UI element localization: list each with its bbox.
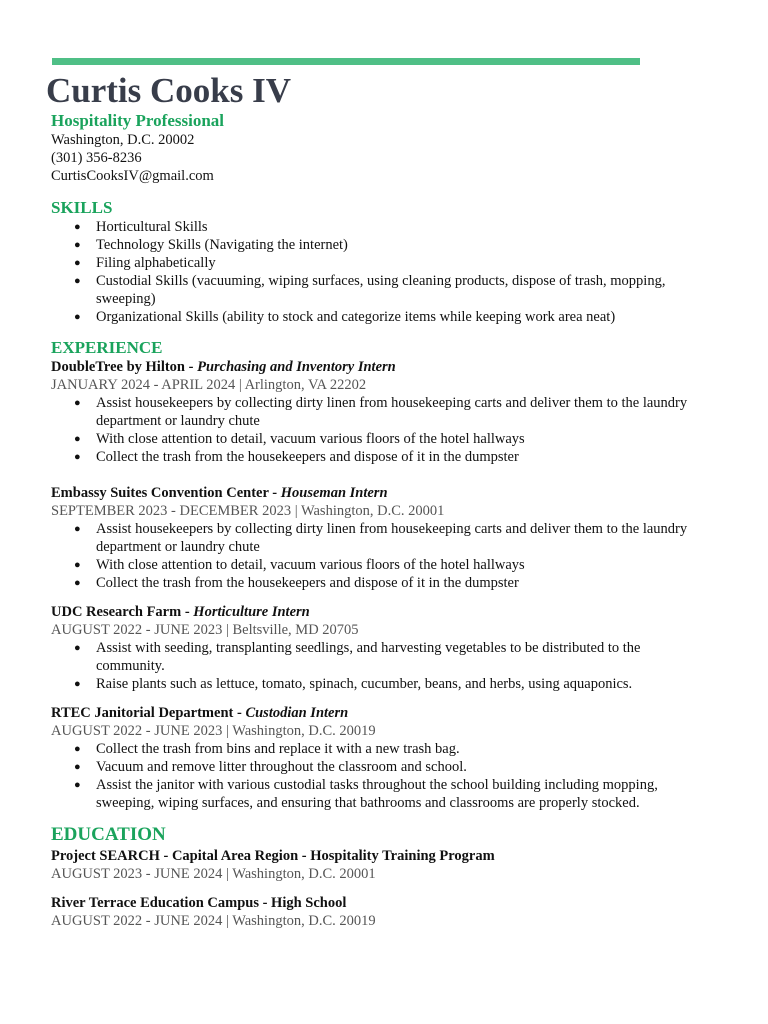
skills-heading: SKILLS [51, 198, 113, 217]
email-address: CurtisCooksIV@gmail.com [51, 168, 214, 184]
duty-item: ● Vacuum and remove litter throughout the classroom and school. [74, 759, 467, 775]
bullet-icon: ● [74, 523, 81, 535]
bullet-icon: ● [74, 779, 81, 791]
education-dates-location: AUGUST 2022 - JUNE 2024 | Washington, D.C. 20019 [51, 913, 376, 929]
bullet-icon: ● [74, 239, 81, 251]
bullet-icon: ● [74, 275, 81, 287]
job-dates-location: AUGUST 2022 - JUNE 2023 | Beltsville, MD 20705 [51, 622, 359, 638]
skills-list [51, 218, 691, 326]
job-entry-doubletree [51, 358, 691, 466]
education-heading: EDUCATION [51, 824, 166, 845]
bullet-icon: ● [74, 577, 81, 589]
bullet-icon: ● [74, 451, 81, 463]
education-title: Project SEARCH - Capital Area Region - Hospitality Training Program [51, 848, 495, 864]
bullet-icon: ● [74, 678, 81, 690]
bullet-icon: ● [74, 311, 81, 323]
education-title: River Terrace Education Campus - High School [51, 895, 347, 911]
bullet-icon: ● [74, 433, 81, 445]
job-title: DoubleTree by Hilton - Purchasing and Inventory Intern [51, 359, 396, 375]
bullet-icon: ● [74, 761, 81, 773]
duty-item: ● With close attention to detail, vacuum various floors of the hotel hallways [74, 431, 525, 447]
phone-number: (301) 356-8236 [51, 150, 142, 166]
job-duties [51, 520, 691, 592]
job-title: RTEC Janitorial Department - Custodian Intern [51, 705, 349, 721]
skill-item: ● Technology Skills (Navigating the internet) [74, 237, 348, 253]
job-entry-embassy-suites [51, 484, 691, 592]
job-dates-location: AUGUST 2022 - JUNE 2023 | Washington, D.C. 20019 [51, 723, 376, 739]
professional-title: Hospitality Professional [51, 111, 224, 130]
duty-item: ● Collect the trash from bins and replace it with a new trash bag. [74, 741, 460, 757]
resume-content [51, 111, 691, 930]
bullet-icon: ● [74, 397, 81, 409]
job-dates-location: JANUARY 2024 - APRIL 2024 | Arlington, VA 22202 [51, 377, 367, 393]
job-entry-rtec-janitorial [51, 704, 691, 812]
experience-heading: EXPERIENCE [51, 338, 163, 357]
job-title: Embassy Suites Convention Center - Houseman Intern [51, 485, 388, 501]
bullet-icon: ● [74, 221, 81, 233]
education-entry-project-search [51, 847, 691, 883]
duty-item: ● Assist housekeepers by collecting dirty linen from housekeeping carts and deliver them to the laundry department or laundry chute [74, 395, 688, 429]
duty-item: ● Assist with seeding, transplanting seedlings, and harvesting vegetables to be distributed to the community. [74, 640, 641, 674]
skill-item: ● Filing alphabetically [74, 255, 216, 271]
duty-item: ● Collect the trash from the housekeepers and dispose of it in the dumpster [74, 449, 519, 465]
duty-item: ● Assist the janitor with various custodial tasks throughout the school building including mopping, sweeping, wiping surfaces, and ensuring that bathrooms and classrooms are properly stocked. [74, 777, 658, 811]
job-duties [51, 394, 691, 466]
duty-item: ● Assist housekeepers by collecting dirty linen from housekeeping carts and deliver them to the laundry department or laundry chute [74, 521, 688, 555]
bullet-icon: ● [74, 559, 81, 571]
education-entry-river-terrace [51, 894, 691, 930]
job-dates-location: SEPTEMBER 2023 - DECEMBER 2023 | Washington, D.C. 20001 [51, 503, 445, 519]
skill-item: ● Horticultural Skills [74, 219, 208, 235]
bullet-icon: ● [74, 743, 81, 755]
address: Washington, D.C. 20002 [51, 132, 195, 148]
duty-item: ● With close attention to detail, vacuum various floors of the hotel hallways [74, 557, 525, 573]
job-duties [51, 740, 691, 812]
candidate-name: Curtis Cooks IV [46, 71, 292, 110]
job-duties [51, 639, 691, 693]
skill-item: ● Custodial Skills (vacuuming, wiping surfaces, using cleaning products, dispose of trash, mopping, sweeping) [74, 273, 666, 307]
duty-item: ● Raise plants such as lettuce, tomato, spinach, cucumber, beans, and herbs, using aquaponics. [74, 676, 633, 692]
education-dates-location: AUGUST 2023 - JUNE 2024 | Washington, D.C. 20001 [51, 866, 376, 882]
skill-item: ● Organizational Skills (ability to stock and categorize items while keeping work area neat) [74, 309, 616, 325]
bullet-icon: ● [74, 642, 81, 654]
job-title: UDC Research Farm - Horticulture Intern [51, 604, 310, 620]
bullet-icon: ● [74, 257, 81, 269]
duty-item: ● Collect the trash from the housekeepers and dispose of it in the dumpster [74, 575, 519, 591]
job-entry-udc-research-farm [51, 603, 691, 693]
header-accent-bar [52, 58, 640, 65]
